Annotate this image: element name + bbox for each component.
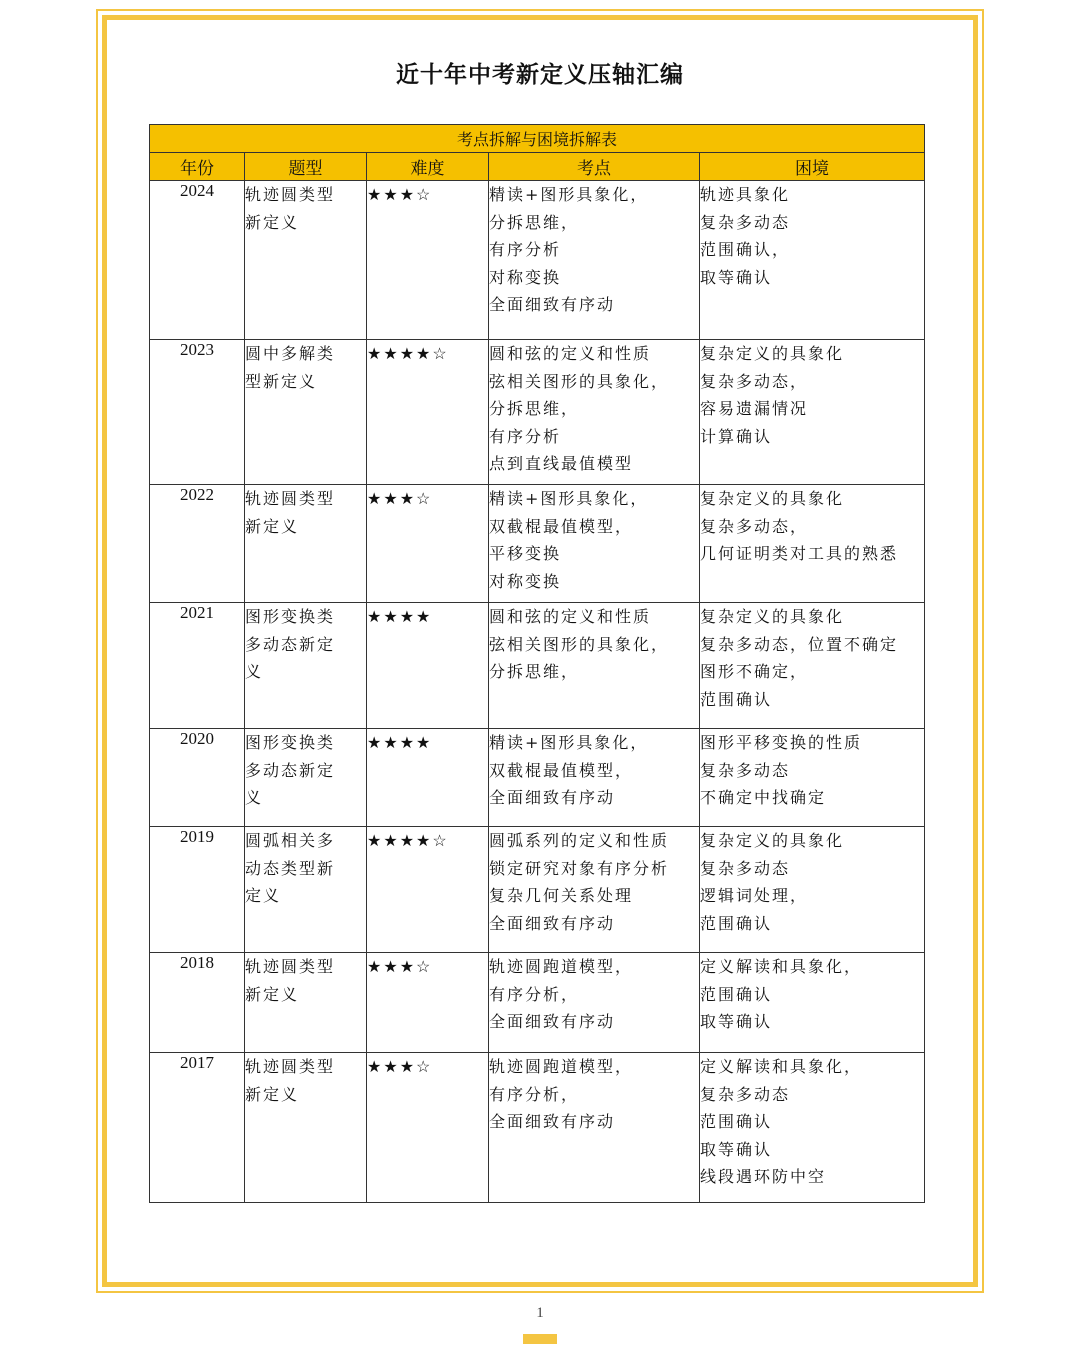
points-cell-line: 全面细致有序动: [489, 295, 616, 314]
type-cell: [245, 485, 367, 603]
type-cell-line: 轨迹圆类型: [245, 1057, 336, 1076]
table-row: [150, 953, 925, 1053]
type-cell-line: 义: [245, 788, 264, 807]
type-cell-line: 图形变换类: [245, 733, 336, 752]
type-cell-line: 轨迹圆类型: [245, 185, 336, 204]
type-cell-line: 定义: [245, 886, 282, 905]
points-cell: [489, 340, 700, 485]
type-cell-line: 动态类型新: [245, 858, 336, 878]
dilemma-cell: [700, 729, 925, 827]
points-cell-line: 全面细致有序动: [489, 1012, 616, 1031]
header-type: 题型: [245, 153, 367, 181]
table-row: [150, 181, 925, 340]
points-cell-line: 全面细致有序动: [489, 788, 616, 807]
table-row: [150, 1053, 925, 1203]
difficulty-cell: [367, 1053, 489, 1203]
type-cell: [245, 181, 367, 340]
dilemma-cell: [700, 340, 925, 485]
type-cell-line: 型新定义: [245, 371, 318, 391]
dilemma-cell-line: 范围确认: [700, 1112, 773, 1131]
dilemma-cell-line: 逻辑词处理，: [700, 886, 809, 905]
points-cell-line: 全面细致有序动: [489, 913, 616, 933]
summary-table: [149, 124, 925, 1203]
dilemma-cell-line: 复杂多动态，: [700, 516, 809, 536]
header-difficulty: 难度: [367, 153, 489, 181]
star-rating: ★★★☆: [367, 185, 433, 204]
dilemma-cell-line: 复杂多动态: [700, 760, 791, 780]
year-cell: 2019: [150, 827, 245, 953]
points-cell-line: 圆弧系列的定义和性质: [489, 831, 670, 850]
page-title: 近十年中考新定义压轴汇编: [396, 61, 684, 88]
table-row: [150, 603, 925, 729]
header-year: 年份: [150, 153, 245, 181]
difficulty-cell: [367, 603, 489, 729]
points-cell: [489, 953, 700, 1053]
type-cell-line: 图形变换类: [245, 607, 336, 626]
points-cell-line: 双截棍最值模型，: [489, 516, 634, 536]
year-cell: 2022: [150, 485, 245, 603]
dilemma-cell-line: 取等确认: [700, 1139, 773, 1159]
star-rating: ★★★★☆: [367, 344, 449, 363]
type-cell-line: 义: [245, 662, 264, 681]
type-cell-line: 轨迹圆类型: [245, 957, 336, 976]
dilemma-cell: [700, 603, 925, 729]
dilemma-cell-line: 定义解读和具象化，: [700, 957, 863, 976]
dilemma-cell-line: 容易遗漏情况: [700, 399, 809, 418]
type-cell: [245, 827, 367, 953]
points-cell-line: 有序分析，: [489, 1084, 580, 1104]
points-cell-line: 对称变换: [489, 267, 562, 287]
header-dilemma: 困境: [700, 153, 925, 181]
type-cell-line: 轨迹圆类型: [245, 489, 336, 508]
star-rating: ★★★★: [367, 607, 433, 626]
points-cell-line: 弦相关图形的具象化，: [489, 634, 670, 654]
dilemma-cell-line: 轨迹具象化: [700, 185, 791, 204]
star-rating: ★★★★☆: [367, 831, 449, 850]
dilemma-cell-line: 几何证明类对工具的熟悉: [700, 544, 899, 563]
dilemma-cell-line: 复杂定义的具象化: [700, 489, 845, 508]
points-cell-line: 分拆思维，: [489, 212, 580, 232]
difficulty-cell: [367, 729, 489, 827]
year-cell: 2021: [150, 603, 245, 729]
table-row: [150, 340, 925, 485]
dilemma-cell-line: 复杂定义的具象化: [700, 831, 845, 850]
dilemma-cell-line: 复杂多动态，位置不确定: [700, 634, 899, 654]
page-number: 1: [536, 1305, 544, 1321]
points-cell-line: 有序分析: [489, 426, 562, 446]
dilemma-cell-line: 复杂定义的具象化: [700, 344, 845, 363]
points-cell-line: 有序分析，: [489, 984, 580, 1004]
table-caption: 考点拆解与困境拆解表: [150, 125, 925, 153]
dilemma-cell-line: 图形不确定，: [700, 662, 809, 681]
difficulty-cell: [367, 953, 489, 1053]
dilemma-cell-line: 复杂多动态，: [700, 371, 809, 391]
points-cell-line: 点到直线最值模型: [489, 454, 634, 473]
dilemma-cell-line: 范围确认，: [700, 240, 791, 259]
dilemma-cell-line: 范围确认: [700, 984, 773, 1004]
points-cell: [489, 485, 700, 603]
dilemma-cell-line: 定义解读和具象化，: [700, 1057, 863, 1076]
dilemma-cell-line: 图形平移变换的性质: [700, 733, 863, 752]
year-cell: 2023: [150, 340, 245, 485]
type-cell-line: 多动态新定: [245, 760, 336, 780]
type-cell-line: 圆中多解类: [245, 344, 336, 363]
points-cell-line: 精读+图形具象化，: [489, 733, 649, 752]
type-cell-line: 圆弧相关多: [245, 831, 336, 850]
dilemma-cell: [700, 827, 925, 953]
type-cell-line: 新定义: [245, 984, 300, 1004]
points-cell-line: 分拆思维，: [489, 399, 580, 418]
header-points: 考点: [489, 153, 700, 181]
table-body: [150, 181, 925, 1203]
dilemma-cell-line: 不确定中找确定: [700, 788, 827, 807]
points-cell-line: 轨迹圆跑道模型，: [489, 957, 634, 976]
dilemma-cell: [700, 1053, 925, 1203]
dilemma-cell-line: 计算确认: [700, 426, 773, 446]
year-cell: 2017: [150, 1053, 245, 1203]
type-cell-line: 新定义: [245, 212, 300, 232]
year-cell: 2020: [150, 729, 245, 827]
type-cell: [245, 340, 367, 485]
points-cell-line: 平移变换: [489, 544, 562, 563]
type-cell: [245, 603, 367, 729]
points-cell-line: 有序分析: [489, 240, 562, 259]
dilemma-cell: [700, 953, 925, 1053]
points-cell-line: 轨迹圆跑道模型，: [489, 1057, 634, 1076]
table-caption-row: [150, 125, 925, 153]
points-cell-line: 圆和弦的定义和性质: [489, 344, 652, 363]
difficulty-cell: [367, 485, 489, 603]
difficulty-cell: [367, 827, 489, 953]
page-footer-bar: [523, 1334, 557, 1344]
dilemma-cell-line: 复杂定义的具象化: [700, 607, 845, 626]
points-cell-line: 精读+图形具象化，: [489, 185, 649, 204]
points-cell: [489, 1053, 700, 1203]
type-cell-line: 多动态新定: [245, 634, 336, 654]
points-cell: [489, 729, 700, 827]
points-cell-line: 对称变换: [489, 571, 562, 591]
points-cell-line: 分拆思维，: [489, 662, 580, 681]
dilemma-cell-line: 范围确认: [700, 913, 773, 933]
points-cell: [489, 181, 700, 340]
type-cell: [245, 1053, 367, 1203]
dilemma-cell: [700, 485, 925, 603]
table-row: [150, 827, 925, 953]
year-cell: 2018: [150, 953, 245, 1053]
dilemma-cell-line: 取等确认: [700, 1012, 773, 1031]
dilemma-cell-line: 范围确认: [700, 689, 773, 709]
star-rating: ★★★☆: [367, 1057, 433, 1076]
points-cell-line: 圆和弦的定义和性质: [489, 607, 652, 626]
dilemma-cell-line: 线段遇环防中空: [700, 1167, 827, 1186]
type-cell-line: 新定义: [245, 1084, 300, 1104]
points-cell: [489, 603, 700, 729]
star-rating: ★★★★: [367, 733, 433, 752]
type-cell-line: 新定义: [245, 516, 300, 536]
difficulty-cell: [367, 181, 489, 340]
type-cell: [245, 953, 367, 1053]
type-cell: [245, 729, 367, 827]
star-rating: ★★★☆: [367, 489, 433, 508]
difficulty-cell: [367, 340, 489, 485]
table-row: [150, 485, 925, 603]
dilemma-cell-line: 复杂多动态: [700, 212, 791, 232]
points-cell-line: 弦相关图形的具象化，: [489, 371, 670, 391]
points-cell: [489, 827, 700, 953]
dilemma-cell: [700, 181, 925, 340]
points-cell-line: 锁定研究对象有序分析: [489, 858, 670, 878]
table-header-row: [150, 153, 925, 181]
star-rating: ★★★☆: [367, 957, 433, 976]
dilemma-cell-line: 取等确认: [700, 267, 773, 287]
points-cell-line: 复杂几何关系处理: [489, 886, 634, 905]
table-row: [150, 729, 925, 827]
points-cell-line: 双截棍最值模型，: [489, 760, 634, 780]
year-cell: 2024: [150, 181, 245, 340]
points-cell-line: 全面细致有序动: [489, 1112, 616, 1131]
dilemma-cell-line: 复杂多动态: [700, 1084, 791, 1104]
points-cell-line: 精读+图形具象化，: [489, 489, 649, 508]
dilemma-cell-line: 复杂多动态: [700, 858, 791, 878]
